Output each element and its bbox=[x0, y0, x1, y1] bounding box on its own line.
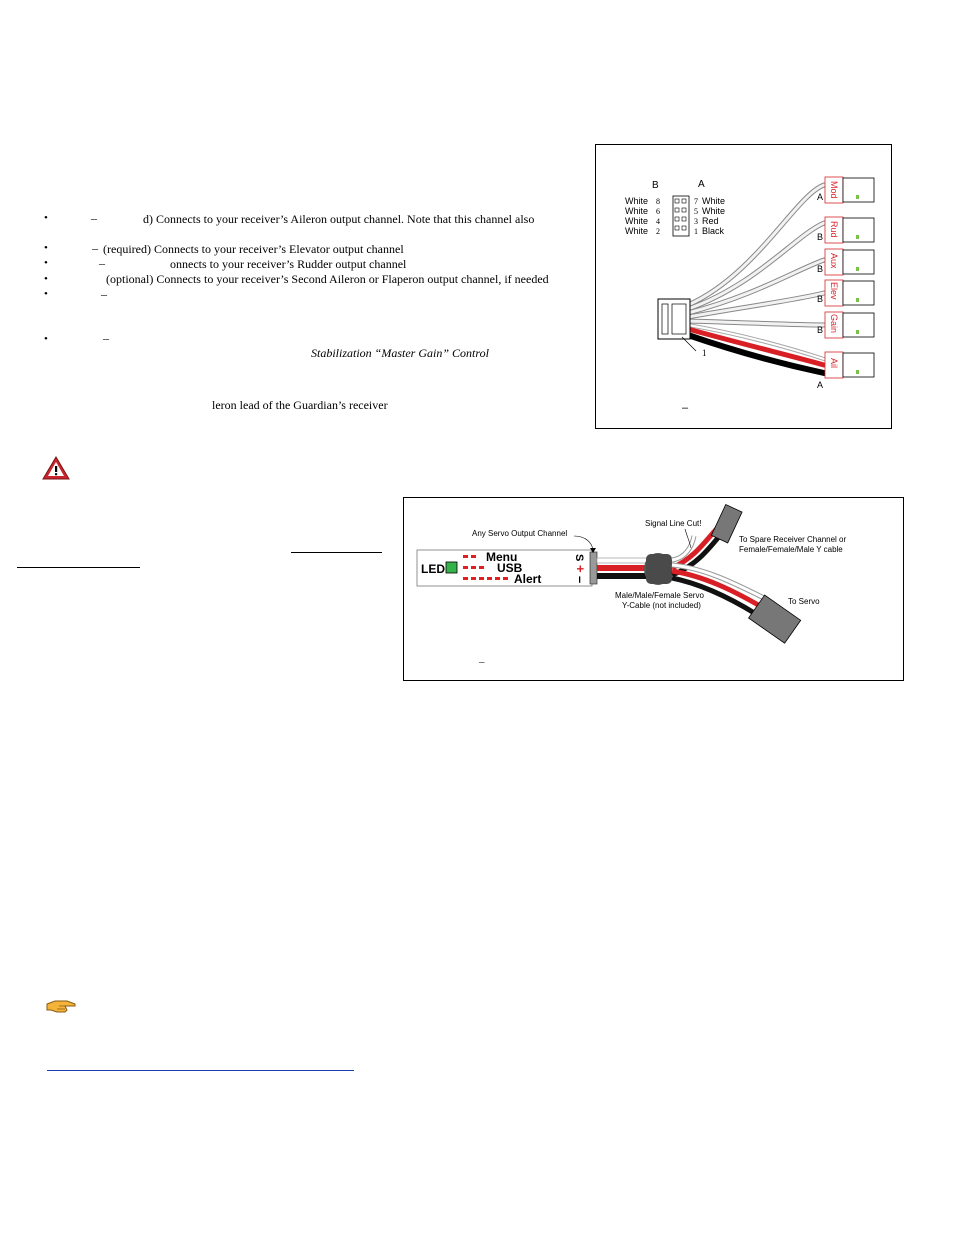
pin-color-label: Red bbox=[702, 216, 719, 226]
to-servo-label: To Servo bbox=[788, 597, 820, 606]
servo-plug-ail bbox=[817, 352, 874, 390]
pin-plus-label: + bbox=[573, 565, 588, 573]
pin-color-label: Black bbox=[702, 226, 725, 236]
item-dash: – bbox=[103, 331, 109, 345]
gain-y-cable-figure bbox=[403, 497, 904, 681]
servo-plug-rud bbox=[817, 217, 874, 243]
column-b-label: B bbox=[652, 180, 659, 191]
pin-minus-label: – bbox=[573, 576, 588, 584]
led-label: LED bbox=[421, 562, 445, 576]
figure-caption-dash: – bbox=[682, 402, 689, 414]
hyperlink-underline[interactable] bbox=[47, 1070, 354, 1071]
aux-item-text: (optional) Connects to your receiver’s Second Aileron or Flaperon output channel, if needed bbox=[106, 272, 549, 286]
item-dash: – bbox=[99, 256, 105, 270]
pin-color-label: White bbox=[625, 216, 649, 226]
pin-number: 2 bbox=[656, 227, 660, 236]
alert-label: Alert bbox=[514, 572, 542, 586]
menu-label: Menu bbox=[486, 550, 518, 564]
pin-s-label: S bbox=[573, 554, 585, 562]
bullet-marker: • bbox=[44, 212, 48, 224]
pin-color-label: White bbox=[702, 206, 726, 216]
item-dash: – bbox=[101, 287, 107, 301]
bullet-marker: • bbox=[44, 273, 48, 285]
bullet-marker: • bbox=[44, 333, 48, 345]
connector-label: Mod bbox=[829, 181, 839, 199]
any-servo-callout-line bbox=[574, 536, 593, 550]
ground-wire bbox=[597, 573, 647, 579]
item-dash: – bbox=[91, 211, 97, 225]
figure-caption-dash: – bbox=[479, 656, 485, 668]
bullet-marker: • bbox=[44, 242, 48, 254]
left-pin-numbers bbox=[656, 197, 660, 236]
connector-label: Elev bbox=[829, 282, 839, 300]
led-indicator bbox=[446, 562, 457, 573]
pin-number: 5 bbox=[694, 207, 698, 216]
pin-number: 4 bbox=[656, 217, 660, 226]
pin-color-label: White bbox=[625, 196, 649, 206]
aileron-note-text: leron lead of the Guardian’s receiver bbox=[212, 398, 388, 412]
connector-label: Gain bbox=[829, 314, 839, 334]
connector-side: B bbox=[817, 325, 824, 335]
y-cable-label: Male/Male/Female Servo Y-Cable (not included) bbox=[615, 591, 704, 610]
pin-color-label: White bbox=[625, 226, 649, 236]
power-wire bbox=[597, 565, 647, 571]
connector-side: B bbox=[817, 264, 824, 274]
pin-number: 6 bbox=[656, 207, 660, 216]
signal-cut-label: Signal Line Cut! bbox=[645, 519, 702, 528]
right-pin-numbers bbox=[694, 197, 698, 236]
bullet-marker: • bbox=[44, 257, 48, 269]
connector-side: A bbox=[817, 192, 824, 202]
any-servo-label: Any Servo Output Channel bbox=[472, 529, 568, 538]
connector-side: B bbox=[817, 294, 824, 304]
servo-plug-mod bbox=[817, 177, 874, 203]
item-dash: – bbox=[92, 241, 98, 255]
pointing-hand-icon bbox=[45, 996, 77, 1016]
warning-triangle-icon bbox=[42, 456, 70, 480]
underline-fragment bbox=[291, 552, 382, 553]
gain-reference-text: Stabilization “Master Gain” Control bbox=[311, 346, 489, 360]
connector-label: Rud bbox=[829, 221, 839, 238]
left-pin-labels bbox=[625, 196, 648, 236]
pin-number: 7 bbox=[694, 197, 698, 206]
aileron-item-text: d) Connects to your receiver’s Aileron output channel. Note that this channel also bbox=[143, 212, 535, 226]
pin-one-marker: 1 bbox=[702, 348, 707, 358]
connector-side: B bbox=[817, 232, 824, 242]
pin-number: 1 bbox=[694, 227, 698, 236]
signal-cut-callout-line bbox=[685, 529, 691, 548]
right-pin-labels bbox=[702, 196, 725, 236]
pin-color-label: White bbox=[625, 206, 649, 216]
connector-label: Aux bbox=[829, 253, 839, 269]
connector-label: Ail bbox=[829, 358, 839, 369]
servo-plug-elev bbox=[817, 280, 874, 306]
elevator-item-text: (required) Connects to your receiver’s Elevator output channel bbox=[103, 242, 404, 256]
servo-plug-gain bbox=[817, 312, 874, 338]
rudder-item-text: onnects to your receiver’s Rudder output channel bbox=[170, 257, 407, 271]
pin-number: 8 bbox=[656, 197, 660, 206]
spare-receiver-label: To Spare Receiver Channel or Female/Female/Male Y cable bbox=[739, 535, 847, 554]
wiring-harness-figure bbox=[595, 144, 892, 429]
column-a-label: A bbox=[698, 179, 705, 190]
harness-diagram bbox=[596, 145, 893, 430]
connector-side: A bbox=[817, 380, 824, 390]
main-harness-connector bbox=[658, 299, 690, 339]
servo-plug-aux bbox=[817, 249, 874, 275]
underline-fragment bbox=[17, 567, 140, 568]
pin-number: 3 bbox=[694, 217, 698, 226]
signal-wire bbox=[597, 558, 647, 563]
y-cable-diagram bbox=[404, 498, 905, 682]
y-cable-sleeve bbox=[646, 554, 672, 584]
header-connector bbox=[590, 552, 597, 584]
pin-color-label: White bbox=[702, 196, 726, 206]
bullet-marker: • bbox=[44, 288, 48, 300]
usb-label: USB bbox=[497, 561, 523, 575]
spare-receiver-connector bbox=[711, 505, 742, 543]
